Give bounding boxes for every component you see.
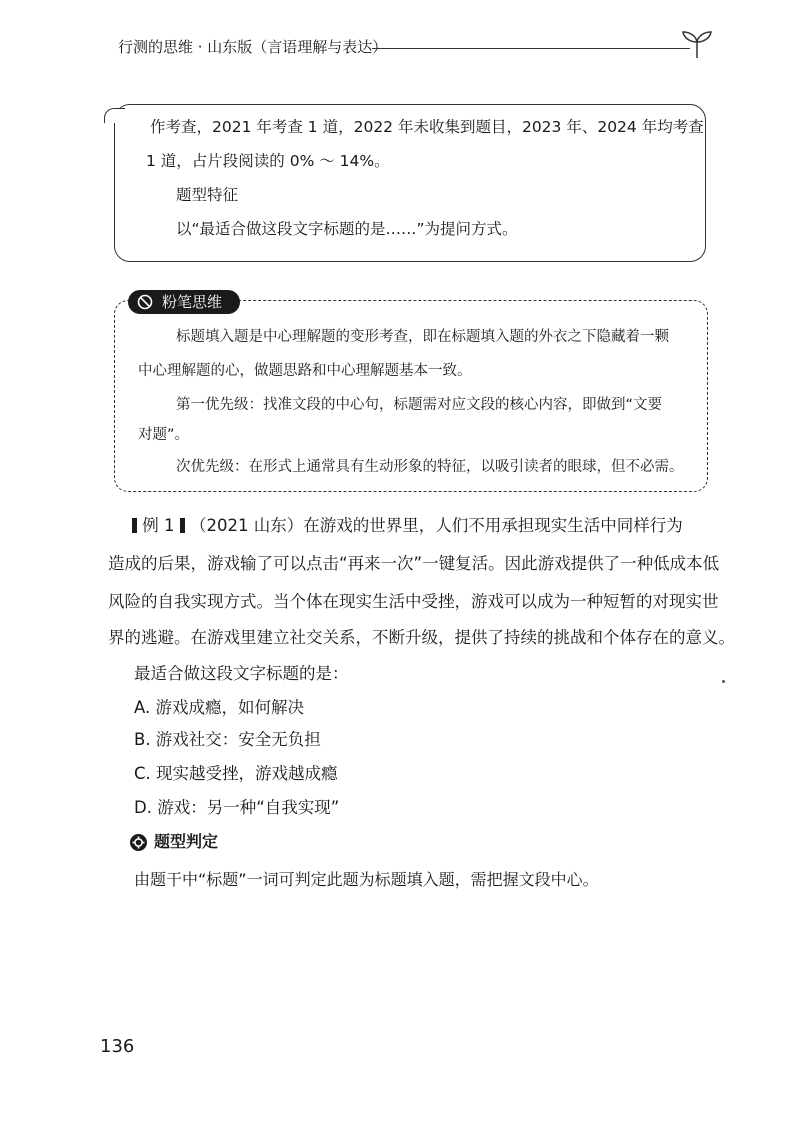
intro-line-1: 作考查，2021 年考查 1 道，2022 年未收集到题目，2023 年、2024 年均考查 [150,118,704,136]
option-d: D. 游戏：另一种“自我实现” [134,798,340,817]
option-c: C. 现实越受挫，游戏越成瘾 [134,764,338,783]
chalk-line: 第一优先级：找准文段的中心句，标题需对应文段的核心内容，即做到“文要 [176,397,663,413]
example-text-line: 造成的后果，游戏输了可以点击“再来一次”一键复活。因此游戏提供了一种低成本低 [108,554,720,573]
example-source: （2021 山东） [190,516,304,535]
chalk-line: 次优先级：在形式上通常具有生动形象的特征，以吸引读者的眼球，但不必需。 [176,459,684,475]
judgement-heading: 题型判定 [154,832,219,851]
chalk-thinking-tag-label: 粉笔思维 [162,293,223,311]
example-marker-right [180,518,185,533]
example-text-line: 界的逃避。在游戏里建立社交关系，不断升级，提供了持续的挑战和个体存在的意义。 [108,628,735,647]
example-first-line [132,518,683,535]
judgement-text: 由题干中“标题”一词可判定此题为标题填入题，需把握文段中心。 [134,870,599,889]
example-marker-left [132,518,137,533]
header-rule [372,48,690,49]
example-text-line: 风险的自我实现方式。当个体在现实生活中受挫，游戏可以成为一种短暂的对现实世 [108,592,719,611]
example-label: 例 1 [142,516,175,535]
intro-box-corner [104,108,125,123]
option-b: B. 游戏社交：安全无负担 [134,730,321,749]
chalk-line: 对题”。 [138,427,190,443]
option-a: A. 游戏成瘾，如何解决 [134,698,304,717]
prohibit-icon [137,294,153,310]
scan-speck [722,680,725,683]
chalk-thinking-tag [128,290,240,314]
chalk-line: 标题填入题是中心理解题的变形考查，即在标题填入题的外衣之下隐藏着一颗 [176,329,669,345]
question-stem: 最适合做这段文字标题的是： [134,664,349,683]
running-header: 行测的思维 · 山东版（言语理解与表达） [118,38,388,56]
page-number: 136 [100,1036,135,1057]
feature-heading: 题型特征 [176,186,239,204]
example-text-line: 在游戏的世界里，人们不用承担现实生活中同样行为 [303,516,683,535]
gear-icon [130,834,147,851]
chalk-line: 中心理解题的心，做题思路和中心理解题基本一致。 [138,363,472,379]
sprout-icon [680,28,714,60]
feature-text: 以“最适合做这段文字标题的是……”为提问方式。 [176,220,518,238]
intro-line-2: 1 道，占片段阅读的 0% ～ 14%。 [146,152,390,170]
